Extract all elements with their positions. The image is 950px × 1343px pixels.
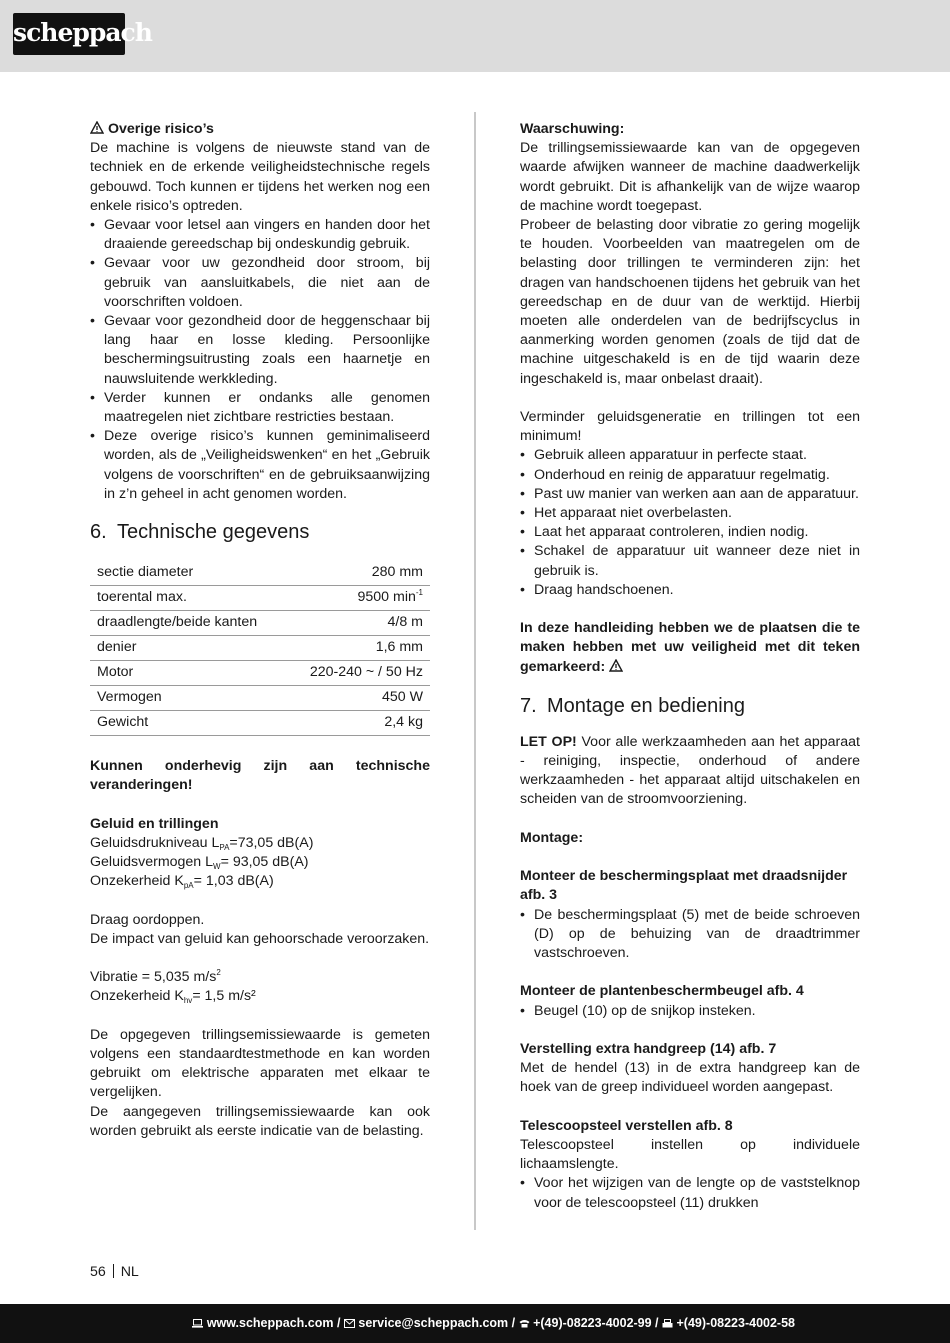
warning-heading: Waarschuwing:: [520, 121, 625, 137]
telescope-heading: Telescoopsteel verstellen afb. 8: [520, 1117, 733, 1134]
vibration-line: Vibratie = 5,035 $m/s^2$: [90, 968, 221, 986]
spec-value: 280 mm: [286, 561, 430, 586]
attention-paragraph: [520, 733, 860, 810]
spec-label: toerental max.: [90, 586, 286, 611]
risks-heading: [90, 120, 430, 139]
list-item: • Gebruik alleen apparatuur in perfecte staat.: [520, 446, 860, 465]
noise-line: Onzekerheid $K_{pA}= 1,03$ dB(A): [90, 873, 274, 891]
spec-value: 1,6 mm: [286, 636, 430, 661]
table-row: [90, 586, 430, 611]
column-divider: [474, 112, 476, 1230]
left-column: [90, 120, 430, 1141]
spec-label: Gewicht: [90, 711, 286, 736]
page-language: NL: [120, 1264, 139, 1280]
section-7-heading: [520, 694, 860, 718]
warning-paragraph-1: De trillingsemissiewaarde kan van de opgegeven waarde afwijken wanneer de machine daadwerkelijk wordt gebruikt. Dit is afhankelijk van de wijze waarop de machine wordt toegepast.: [520, 140, 860, 214]
bracket-list: [520, 1002, 860, 1021]
warning-triangle-icon: [90, 121, 104, 134]
risks-title: Overige risico’s: [107, 121, 214, 137]
email-link[interactable]: service@scheppach.com /: [358, 1316, 516, 1330]
list-item: • Schakel de apparatuur uit wanneer deze niet in gebruik is.: [520, 542, 860, 580]
section-title: Technische gegevens: [117, 521, 310, 544]
list-item: • Gevaar voor letsel aan vingers en handen door het draaiende gereedschap bij ondeskundig gebruik.: [90, 216, 430, 254]
spec-value: 9500 min: [357, 589, 416, 606]
website-link[interactable]: www.scheppach.com /: [206, 1316, 341, 1330]
list-item: • Het apparaat niet overbelasten.: [520, 504, 860, 523]
reduce-list: [520, 446, 860, 600]
table-row: [90, 661, 430, 686]
list-item: • Verder kunnen er ondanks alle genomen maatregelen niet zichtbare restricties bestaan.: [90, 389, 430, 427]
page-separator: [113, 1264, 114, 1278]
list-item: • Onderhoud en reinig de apparatuur regelmatig.: [520, 466, 860, 485]
risks-list: [90, 216, 430, 504]
bracket-heading: Monteer de plantenbeschermbeugel afb. 4: [520, 983, 804, 1000]
mail-icon: [344, 1319, 355, 1328]
spec-value: 4/8 m: [286, 611, 430, 636]
table-row: [90, 711, 430, 736]
spec-label: Vermogen: [90, 686, 286, 711]
noise-heading: Geluid en trillingen: [90, 815, 219, 832]
header-band: [0, 0, 950, 72]
section-6-heading: [90, 520, 430, 544]
emission-paragraph-1: De opgegeven trillingsemissiewaarde is gemeten volgens een standaardtestmethode en kan worden gebruikt om elektrische apparaten met elkaar te vergelijken.: [90, 1026, 430, 1101]
noise-line: Geluidsdrukniveau $L_{PA}=73,05$ dB(A): [90, 834, 314, 852]
table-row: [90, 611, 430, 636]
page-number: 56: [90, 1264, 106, 1280]
telescope-list: [520, 1174, 860, 1212]
list-item: • Laat het apparaat controleren, indien nodig.: [520, 523, 860, 542]
phone-icon: [519, 1319, 530, 1328]
vibration-uncertainty-line: Onzekerheid $K_{hv}= 1,5$ m/s²: [90, 988, 256, 1006]
table-row: [90, 686, 430, 711]
section-number: 7.: [520, 694, 537, 717]
telescope-text: Telescoopsteel instellen op individuele lichaamslengte.: [520, 1137, 860, 1173]
spec-value-cell: [286, 586, 430, 611]
noise-line: Geluidsvermogen $L_W= 93,05$ dB(A): [90, 854, 309, 872]
handle-heading: Verstelling extra handgreep (14) afb. 7: [520, 1041, 777, 1058]
computer-icon: [192, 1319, 203, 1328]
reduce-intro: Verminder geluidsgeneratie en trillingen tot een minimum!: [520, 409, 860, 445]
section-number: 6.: [90, 521, 107, 544]
table-row: [90, 561, 430, 586]
changes-note: Kunnen onderhevig zijn aan technische veranderingen!: [90, 758, 430, 794]
page-number-label: [90, 1263, 139, 1282]
fax-number: +(49)-08223-4002-58: [676, 1316, 795, 1330]
attention-text: Voor alle werkzaamheden aan het apparaat - reiniging, inspectie, onderhoud of andere werkzaamheden - het apparaat altijd uitschakelen en scheiden van de stroomvoorziening.: [520, 733, 860, 808]
section-title: Montage en bediening: [547, 694, 745, 717]
risks-intro: De machine is volgens de nieuwste stand van de techniek en de erkende veiligheidstechnische regels gebouwd. Toch kunnen er tijdens het werken nog een enkele risico’s optreden.: [90, 140, 430, 214]
table-row: [90, 636, 430, 661]
list-item: • Gevaar voor uw gezondheid door stroom, bij gebruik van aansluitkabels, die niet aan de voorschriften voldoen.: [90, 254, 430, 312]
list-item: • Deze overige risico’s kunnen geminimaliseerd worden, als de „Veiligheidswenken“ en het „Gebruik volgens de voorschriften“ en de gebruiksaanwijzing in z’n geheel in acht genomen worden.: [90, 427, 430, 504]
attention-label: LET OP!: [520, 733, 577, 750]
list-item: • Beugel (10) op de snijkop insteken.: [520, 1002, 860, 1021]
ear-protection-text: Draag oordoppen.: [90, 911, 205, 928]
spec-value: 220-240 ~ / 50 Hz: [286, 661, 430, 686]
safety-note: In deze handleiding hebben we de plaatsen die te maken hebben met uw veiligheid met dit teken gemarkeerd:: [520, 620, 860, 675]
spec-label: draadlengte/beide kanten: [90, 611, 286, 636]
phone-number: +(49)-08223-4002-99 /: [533, 1316, 659, 1330]
list-item: • Gevaar voor gezondheid door de heggenschaar bij lang haar en losse kleding. Persoonlijke beschermingsuitrusting zoals een haarnetje en nauwsluitende werkkleding.: [90, 312, 430, 389]
plate-list: [520, 906, 860, 964]
spec-table: [90, 561, 430, 736]
emission-paragraph-2: De aangegeven trillingsemissiewaarde kan ook worden gebruikt als eerste indicatie van de belasting.: [90, 1103, 430, 1139]
list-item: • De beschermingsplaat (5) met de beide schroeven (D) op de behuizing van de draadtrimmer vastschroeven.: [520, 906, 860, 964]
list-item: • Draag handschoenen.: [520, 581, 860, 600]
spec-label: denier: [90, 636, 286, 661]
noise-impact-text: De impact van geluid kan gehoorschade veroorzaken.: [90, 930, 430, 947]
warning-triangle-icon: [609, 659, 623, 672]
spec-unit-exponent: -1: [415, 588, 423, 598]
plate-heading: Monteer de beschermingsplaat met draadsnijder afb. 3: [520, 868, 848, 904]
spec-label: sectie diameter: [90, 561, 286, 586]
right-column: [520, 120, 860, 1213]
footer-contacts: [192, 1304, 795, 1343]
list-item: • Past uw manier van werken aan aan de apparatuur.: [520, 485, 860, 504]
list-item: • Voor het wijzigen van de lengte op de vaststelknop voor de telescoopsteel (11) drukken: [520, 1174, 860, 1212]
spec-value: 450 W: [286, 686, 430, 711]
warning-paragraph-2: Probeer de belasting door vibratie zo gering mogelijk te houden. Voorbeelden van maatregelen om de belasting door trillingen te verminderen zijn: het dragen van handschoenen tijdens het gebruik van het gereedschap en de duur van de werktijd. Hierbij moeten alle onderdelen van de bedrijfscyclus in aanmerking worden genomen (zoals de tijd dat de machine uitgeschakeld is en de tijd waarin deze ingeschakeld is, maar onbelast draait).: [520, 217, 860, 387]
brand-logo: scheppach: [13, 13, 125, 55]
spec-label: Motor: [90, 661, 286, 686]
handle-text: Met de hendel (13) in de extra handgreep kan de hoek van de greep individueel worden aangepast.: [520, 1060, 860, 1096]
fax-icon: [662, 1319, 673, 1328]
footer-bar: [0, 1304, 950, 1343]
spec-value: 2,4 kg: [286, 711, 430, 736]
montage-heading: Montage:: [520, 829, 584, 846]
